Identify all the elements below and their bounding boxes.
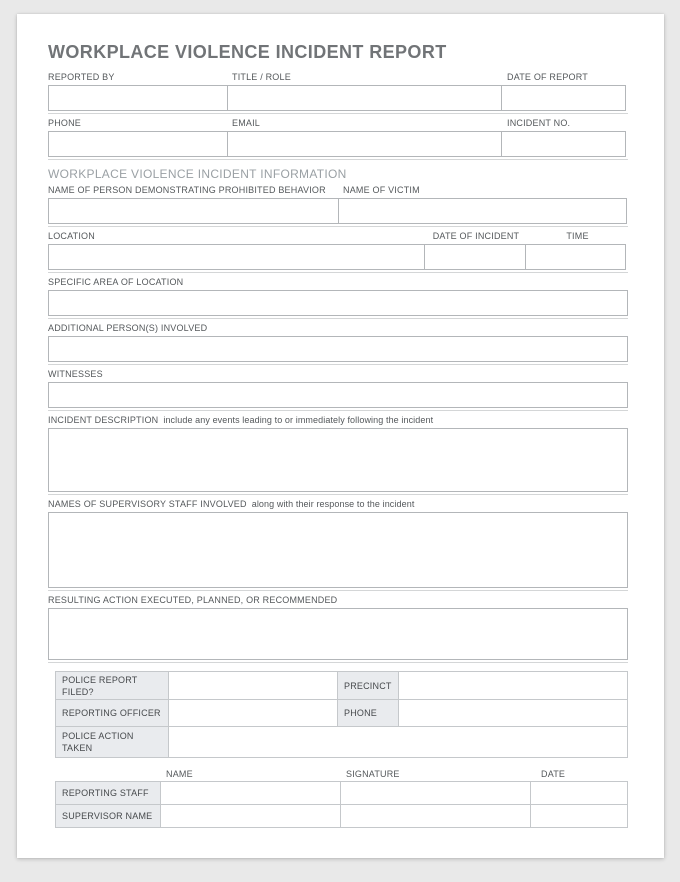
police-action-taken-input[interactable] bbox=[169, 727, 627, 757]
witnesses-input[interactable] bbox=[49, 383, 627, 407]
title-role-input[interactable] bbox=[228, 86, 501, 110]
date-of-report-field bbox=[501, 85, 626, 111]
signoff-name-header: NAME bbox=[166, 769, 193, 779]
police-action-taken-label: POLICE ACTION TAKEN bbox=[56, 727, 168, 757]
witnesses-row bbox=[48, 368, 628, 411]
police-phone-field bbox=[398, 700, 627, 726]
additional-persons-row bbox=[48, 322, 628, 365]
witnesses-field bbox=[48, 382, 628, 408]
title-role-field bbox=[227, 85, 502, 111]
divider bbox=[48, 226, 628, 227]
incident-description-field bbox=[48, 428, 628, 492]
incident-description-textarea[interactable] bbox=[49, 429, 627, 491]
police-phone-label: PHONE bbox=[337, 700, 398, 726]
witnesses-label: WITNESSES bbox=[48, 369, 103, 379]
divider bbox=[48, 318, 628, 319]
signoff-table bbox=[55, 781, 628, 828]
phone-field bbox=[48, 131, 228, 157]
table-row bbox=[56, 726, 627, 757]
incident-time-input[interactable] bbox=[526, 245, 625, 269]
supervisor-name-field bbox=[160, 805, 340, 827]
incident-description-row bbox=[48, 414, 628, 495]
reporting-officer-label: REPORTING OFFICER bbox=[56, 700, 168, 726]
prohibited-person-label: NAME OF PERSON DEMONSTRATING PROHIBITED BEHAVIOR bbox=[48, 185, 326, 195]
divider bbox=[48, 159, 628, 160]
table-row bbox=[56, 672, 627, 699]
names-row bbox=[48, 184, 628, 227]
police-phone-input[interactable] bbox=[399, 700, 627, 726]
supervisor-name-label: SUPERVISOR NAME bbox=[56, 805, 160, 827]
resulting-action-row bbox=[48, 594, 628, 663]
precinct-input[interactable] bbox=[399, 672, 627, 699]
supervisory-staff-textarea[interactable] bbox=[49, 513, 627, 587]
divider bbox=[48, 590, 628, 591]
additional-persons-input[interactable] bbox=[49, 337, 627, 361]
email-label: EMAIL bbox=[232, 118, 261, 128]
incident-no-field bbox=[501, 131, 626, 157]
page-title: WORKPLACE VIOLENCE INCIDENT REPORT bbox=[48, 42, 447, 62]
police-report-filed-field bbox=[168, 672, 337, 699]
police-table bbox=[55, 671, 628, 758]
police-action-taken-field bbox=[168, 727, 627, 757]
table-row bbox=[56, 699, 627, 726]
victim-name-field bbox=[338, 198, 627, 224]
table-row bbox=[56, 782, 627, 804]
reported-by-input[interactable] bbox=[49, 86, 227, 110]
signoff-header-row bbox=[55, 768, 628, 779]
location-label: LOCATION bbox=[48, 231, 95, 241]
police-report-filed-label: POLICE REPORT FILED? bbox=[56, 672, 168, 699]
date-of-report-input[interactable] bbox=[502, 86, 625, 110]
victim-name-label: NAME OF VICTIM bbox=[343, 185, 420, 195]
incident-time-field bbox=[525, 244, 626, 270]
divider bbox=[48, 410, 628, 411]
specific-area-input[interactable] bbox=[49, 291, 627, 315]
police-report-filed-input[interactable] bbox=[169, 672, 337, 699]
signoff-signature-header: SIGNATURE bbox=[346, 769, 400, 779]
specific-area-label: SPECIFIC AREA OF LOCATION bbox=[48, 277, 184, 287]
divider bbox=[48, 272, 628, 273]
supervisor-name-input[interactable] bbox=[161, 805, 340, 827]
signoff-date-header: DATE bbox=[541, 769, 566, 779]
reporter-row-2 bbox=[48, 117, 628, 160]
supervisor-signature-input[interactable] bbox=[341, 805, 530, 827]
supervisory-staff-label: NAMES OF SUPERVISORY STAFF INVOLVED bbox=[48, 499, 247, 509]
reported-by-field bbox=[48, 85, 228, 111]
reporting-staff-name-field bbox=[160, 782, 340, 804]
location-input[interactable] bbox=[49, 245, 424, 269]
reporting-staff-date-input[interactable] bbox=[531, 782, 627, 804]
incident-no-label: INCIDENT NO. bbox=[507, 118, 571, 128]
reported-by-label: REPORTED BY bbox=[48, 72, 115, 82]
supervisory-staff-row bbox=[48, 498, 628, 591]
incident-description-sublabel: include any events leading to or immediately following the incident bbox=[163, 415, 434, 425]
divider bbox=[48, 113, 628, 114]
phone-input[interactable] bbox=[49, 132, 227, 156]
incident-date-field bbox=[424, 244, 526, 270]
location-row bbox=[48, 230, 628, 273]
reporting-staff-signature-input[interactable] bbox=[341, 782, 530, 804]
resulting-action-field bbox=[48, 608, 628, 660]
additional-persons-field bbox=[48, 336, 628, 362]
reporting-staff-date-field bbox=[530, 782, 627, 804]
incident-date-label: DATE OF INCIDENT bbox=[432, 231, 520, 241]
email-field bbox=[227, 131, 502, 157]
resulting-action-label: RESULTING ACTION EXECUTED, PLANNED, OR RECOMMENDED bbox=[48, 595, 338, 605]
divider bbox=[48, 494, 628, 495]
incident-description-label: INCIDENT DESCRIPTION bbox=[48, 415, 159, 425]
prohibited-person-field bbox=[48, 198, 339, 224]
report-page bbox=[17, 14, 664, 858]
reporting-staff-label: REPORTING STAFF bbox=[56, 782, 160, 804]
supervisor-date-field bbox=[530, 805, 627, 827]
divider bbox=[48, 662, 628, 663]
email-input[interactable] bbox=[228, 132, 501, 156]
incident-date-input[interactable] bbox=[425, 245, 525, 269]
phone-label: PHONE bbox=[48, 118, 82, 128]
supervisor-signature-field bbox=[340, 805, 530, 827]
divider bbox=[48, 364, 628, 365]
prohibited-person-input[interactable] bbox=[49, 199, 338, 223]
reporting-staff-name-input[interactable] bbox=[161, 782, 340, 804]
supervisory-staff-sublabel: along with their response to the incident bbox=[251, 499, 415, 509]
table-row bbox=[56, 804, 627, 827]
supervisor-date-input[interactable] bbox=[531, 805, 627, 827]
reporting-officer-input[interactable] bbox=[169, 700, 337, 726]
specific-area-field bbox=[48, 290, 628, 316]
reporter-row-1 bbox=[48, 71, 628, 114]
precinct-label: PRECINCT bbox=[337, 672, 398, 699]
incident-information-heading: WORKPLACE VIOLENCE INCIDENT INFORMATION bbox=[48, 167, 347, 181]
supervisory-staff-field bbox=[48, 512, 628, 588]
specific-area-row bbox=[48, 276, 628, 319]
reporting-officer-field bbox=[168, 700, 337, 726]
title-role-label: TITLE / ROLE bbox=[232, 72, 291, 82]
victim-name-input[interactable] bbox=[339, 199, 626, 223]
reporting-staff-signature-field bbox=[340, 782, 530, 804]
incident-time-label: TIME bbox=[566, 231, 589, 241]
date-of-report-label: DATE OF REPORT bbox=[507, 72, 588, 82]
precinct-field bbox=[398, 672, 627, 699]
resulting-action-textarea[interactable] bbox=[49, 609, 627, 659]
additional-persons-label: ADDITIONAL PERSON(S) INVOLVED bbox=[48, 323, 208, 333]
incident-no-input[interactable] bbox=[502, 132, 625, 156]
location-field bbox=[48, 244, 425, 270]
